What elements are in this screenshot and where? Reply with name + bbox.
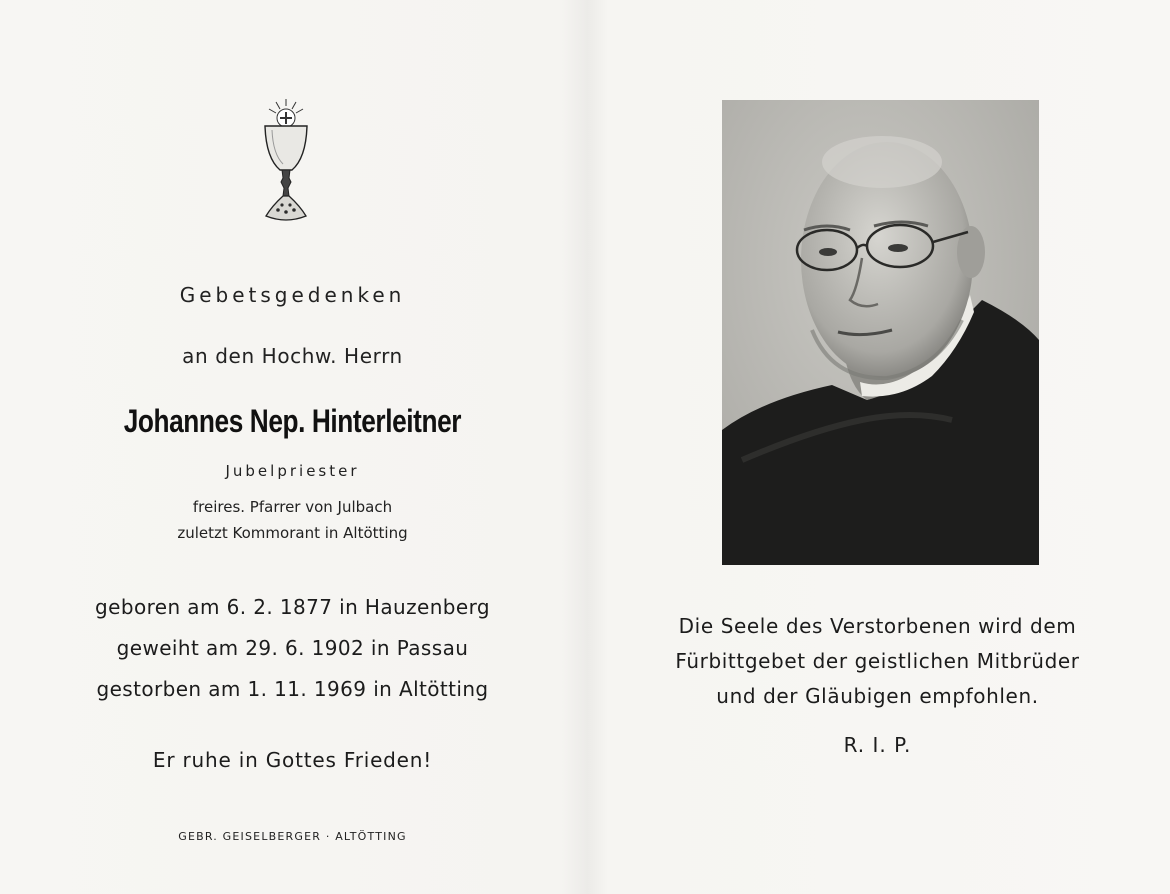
office-line-1: freires. Pfarrer von Julbach bbox=[192, 498, 393, 516]
closing-line: Er ruhe in Gottes Frieden! bbox=[152, 748, 433, 772]
commendation-line-3: und der Gläubigen empfohlen. bbox=[716, 684, 1039, 708]
priest-title: Jubelpriester bbox=[225, 462, 360, 480]
commendation-line-2: Fürbittgebet der geistlichen Mitbrüder bbox=[675, 649, 1080, 673]
commendation-line-1: Die Seele des Verstorbenen wird dem bbox=[678, 614, 1077, 638]
intro-line: an den Hochw. Herrn bbox=[182, 344, 403, 368]
right-panel bbox=[585, 0, 1170, 894]
deceased-name: Johannes Nep. Hinterleitner bbox=[123, 403, 462, 439]
rip-text: R. I. P. bbox=[843, 733, 912, 757]
ordination-line: geweiht am 29. 6. 1902 in Passau bbox=[116, 636, 469, 660]
heading: Gebetsgedenken bbox=[179, 283, 406, 307]
birth-line: geboren am 6. 2. 1877 in Hauzenberg bbox=[95, 595, 490, 619]
death-line: gestorben am 1. 11. 1969 in Altötting bbox=[96, 677, 489, 701]
portrait-photo bbox=[722, 100, 1039, 565]
chalice-icon bbox=[258, 96, 314, 224]
office-line-2: zuletzt Kommorant in Altötting bbox=[177, 524, 408, 542]
printer-imprint: GEBR. GEISELBERGER · ALTÖTTING bbox=[178, 830, 407, 843]
